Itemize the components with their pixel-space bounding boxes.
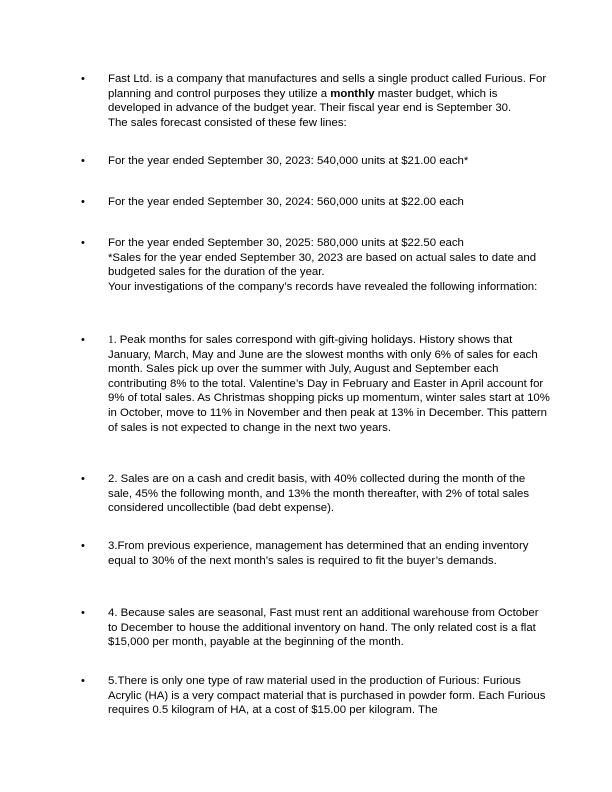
bullet-icon: •	[81, 237, 85, 249]
warehouse-text: 4. Because sales are seasonal, Fast must rent an additional warehouse from October to December to house the additional inventory on hand. The only related cost is a flat $15,000 per month, payable at the beginning of the month.	[108, 607, 539, 649]
bullet-icon: •	[81, 155, 85, 167]
bullet-icon: •	[81, 607, 85, 619]
intro-text-start: Fast Ltd. is a company that manufactures and sells a single product called Furious. For planning and control purposes they utilize a	[108, 73, 547, 100]
footnote-line: *Sales for the year ended September 30, 2023 are based on actual sales to date and budgeted sales for the duration of the year.	[108, 251, 537, 279]
intro-bold-monthly: monthly	[330, 87, 375, 100]
collections-text: 2. Sales are on a cash and credit basis, with 40% collected during the month of the sale, 45% the following month, and 13% the month thereafter, with 2% of total sales considered uncollectible (bad debt expense).	[108, 473, 530, 515]
forecast-2024-text: For the year ended September 30, 2024: 560,000 units at $22.00 each	[108, 196, 464, 208]
bullet-icon: •	[81, 540, 85, 552]
bullet-icon: •	[81, 196, 85, 208]
paragraph-forecast-2025	[108, 236, 551, 294]
inventory-text: 3.From previous experience, management has determined that an ending inventory equal to 30% of the next month’s sales is required to fit the buyer’s demands.	[108, 540, 529, 567]
bullet-icon: •	[81, 73, 85, 85]
bullet-icon: •	[81, 473, 85, 485]
forecast-2025-line: For the year ended September 30, 2025: 580,000 units at $22.50 each	[108, 237, 464, 249]
forecast-2023-text: For the year ended September 30, 2023: 540,000 units at $21.00 each*	[108, 155, 469, 167]
paragraph-intro	[108, 72, 551, 130]
bullet-icon: •	[81, 334, 85, 346]
peak-months-text: Peak months for sales correspond with gift-giving holidays. History shows that January, March, May and June are the slowest months with only 6% of sales for each month. Sales pick up over the summer with July, August and September each contributing 8% to the total. Valentine’s Day in February and Easter in April account for 9% of total sales. As Christmas shopping picks up momentum, winter sales start at 10% in October, move to 11% in November and then peak at 13% in December. This pattern of sales is not expected to change in the next two years.	[108, 334, 550, 434]
paragraph-peak-months	[108, 333, 551, 435]
investigation-line: Your investigations of the company’s records have revealed the following information:	[108, 280, 538, 293]
raw-material-text: 5.There is only one type of raw material used in the production of Furious: Furious Acrylic (HA) is a very compact material that is purchased in powder form. Each Furious requires 0.5 kilogram of HA, at a cost of $15.00 per kilogram. The	[108, 675, 546, 717]
intro-text-end: master budget, which is developed in advance of the budget year. Their fiscal year end is September 30.	[108, 87, 512, 115]
bullet-icon: •	[81, 675, 85, 687]
sales-forecast-line: The sales forecast consisted of these few lines:	[108, 116, 347, 129]
item-number: 1.	[108, 334, 117, 346]
